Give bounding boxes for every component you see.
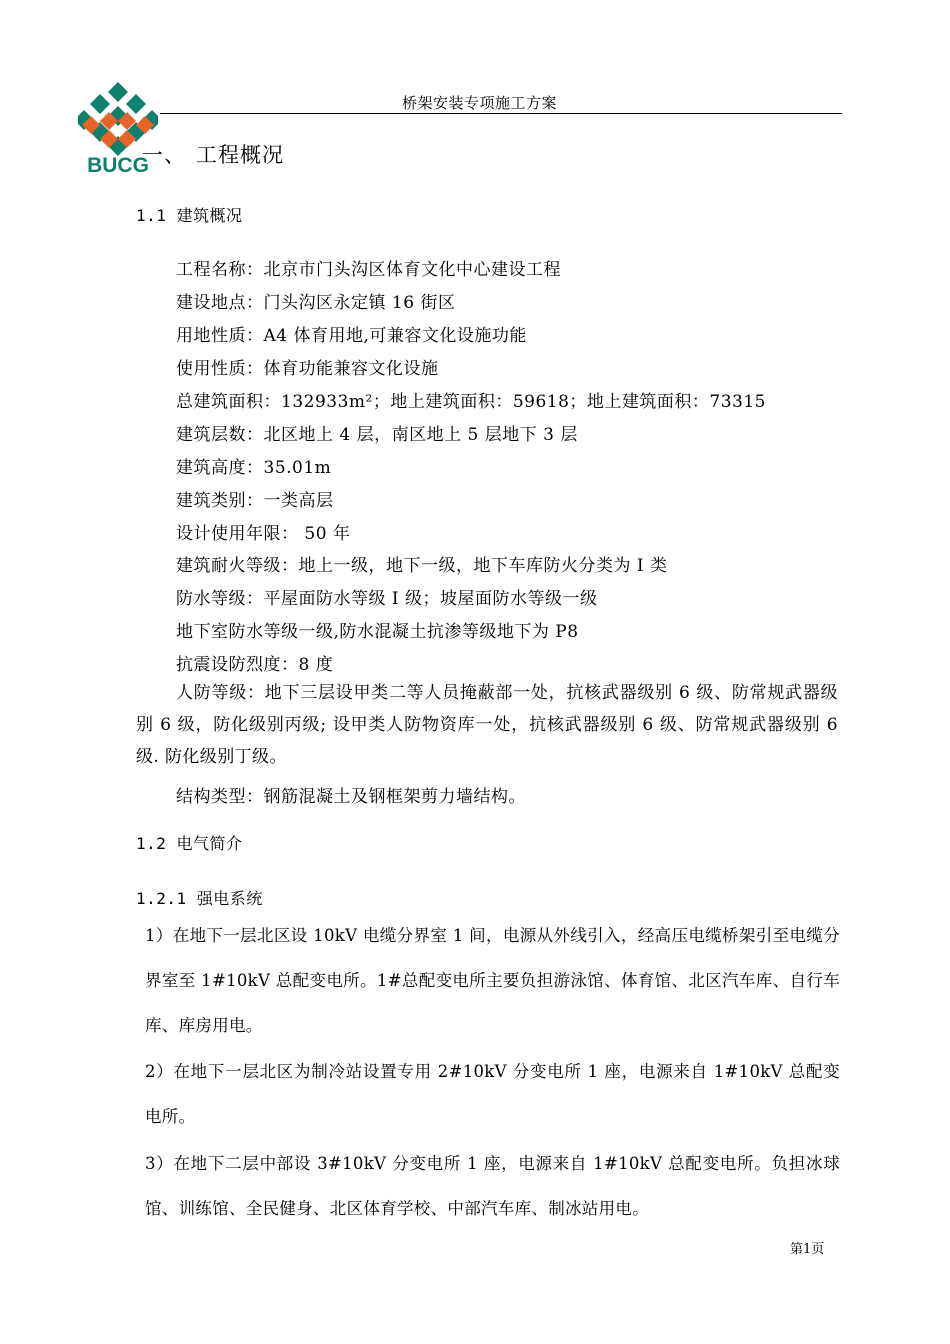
overview-line: 使用性质：体育功能兼容文化设施 bbox=[176, 359, 439, 379]
overview-line: 工程名称：北京市门头沟区体育文化中心建设工程 bbox=[176, 260, 561, 280]
overview-line: 地下室防水等级一级,防水混凝土抗渗等级地下为 P8 bbox=[176, 622, 579, 642]
strong-power-item: 2）在地下一层北区为制冷站设置专用 2#10kV 分变电所 1 座，电源来自 1#10kV 总配变电所。 bbox=[145, 1062, 840, 1126]
overview-line: 建筑类别：一类高层 bbox=[176, 491, 334, 511]
header-rule bbox=[160, 113, 842, 114]
section-title: 工程概况 bbox=[196, 143, 284, 167]
subheading-1-2-1: 1.2.1 强电系统 bbox=[136, 889, 263, 908]
overview-line: 建筑高度：35.01m bbox=[176, 458, 332, 478]
subheading-1-2: 1.2 电气简介 bbox=[136, 834, 243, 853]
document-header-title: 桥架安装专项施工方案 bbox=[402, 94, 558, 112]
section-number: 一、 bbox=[142, 143, 186, 167]
page-number: 第1页 bbox=[790, 1242, 825, 1257]
strong-power-item: 3）在地下二层中部设 3#10kV 分变电所 1 座，电源来自 1#10kV 总配变电所。负担冰球馆、训练馆、全民健身、北区体育学校、中部汽车库、制冰站用电。 bbox=[145, 1154, 840, 1218]
subheading-1-1: 1.1 建筑概况 bbox=[136, 206, 243, 225]
strong-power-item: 1）在地下一层北区设 10kV 电缆分界室 1 间，电源从外线引入，经高压电缆桥架引至电缆分界室至 1#10kV 总配变电所。1#总配变电所主要负担游泳馆、体育馆、北区汽车库、自行车库、库房用电。 bbox=[145, 926, 840, 1035]
overview-line: 建筑层数：北区地上 4 层，南区地上 5 层地下 3 层 bbox=[176, 425, 578, 445]
overview-line: 抗震设防烈度：8 度 bbox=[176, 655, 334, 675]
overview-line: 建设地点：门头沟区永定镇 16 街区 bbox=[176, 293, 456, 313]
overview-line: 总建筑面积：132933m²；地上建筑面积：59618；地上建筑面积：73315 bbox=[176, 392, 766, 412]
logo-text: BUCG bbox=[87, 154, 149, 176]
overview-line: 防水等级：平屋面防水等级 I 级；坡屋面防水等级一级 bbox=[176, 589, 598, 609]
civil-defense-paragraph: 人防等级：地下三层设甲类二等人员掩蔽部一处，抗核武器级别 6 级、防常规武器级别 6 级，防化级别丙级; 设甲类人防物资库一处，抗核武器级别 6 级、防常规武器级别 6 级. 防化级别丁级。 bbox=[136, 683, 838, 767]
structure-type-line: 结构类型：钢筋混凝土及钢框架剪力墙结构。 bbox=[176, 787, 526, 807]
overview-line: 用地性质：A4 体育用地,可兼容文化设施功能 bbox=[176, 326, 527, 346]
overview-line: 设计使用年限： 50 年 bbox=[176, 524, 351, 544]
overview-line: 建筑耐火等级：地上一级，地下一级，地下车库防火分类为 I 类 bbox=[176, 556, 668, 576]
section-heading bbox=[142, 139, 284, 169]
